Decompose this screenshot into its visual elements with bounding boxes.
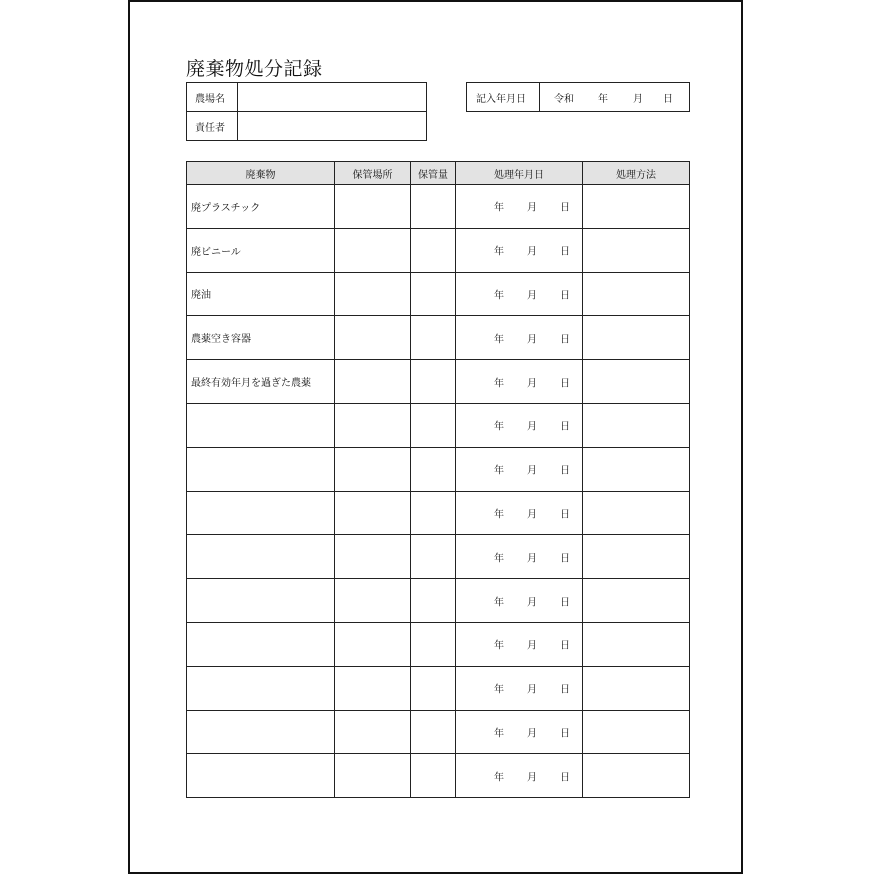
date-day-mark: 日 — [560, 465, 570, 477]
table-row — [187, 185, 690, 229]
table-row — [187, 491, 690, 535]
entry-date-table — [466, 82, 690, 112]
table-row — [187, 447, 690, 491]
date-month-mark: 月 — [527, 772, 537, 784]
date-month-mark: 月 — [527, 597, 537, 609]
date-day-mark: 日 — [560, 772, 570, 784]
table-row — [187, 228, 690, 272]
waste-cell[interactable] — [187, 491, 335, 535]
storage-amount-cell[interactable] — [411, 622, 456, 666]
date-day-mark: 日 — [560, 553, 570, 565]
disposal-method-cell[interactable] — [583, 535, 690, 579]
storage-location-cell[interactable] — [335, 579, 411, 623]
disposal-method-cell[interactable] — [583, 710, 690, 754]
disposal-date-cell[interactable] — [456, 666, 583, 710]
storage-amount-cell[interactable] — [411, 185, 456, 229]
disposal-method-cell[interactable] — [583, 185, 690, 229]
disposal-method-cell[interactable] — [583, 579, 690, 623]
date-month-mark: 月 — [527, 553, 537, 565]
entry-date-day: 日 — [663, 93, 673, 105]
date-year-mark: 年 — [494, 684, 504, 696]
storage-amount-cell[interactable] — [411, 491, 456, 535]
page-title: 廃棄物処分記録 — [186, 58, 323, 80]
disposal-method-cell[interactable] — [583, 360, 690, 404]
waste-cell[interactable] — [187, 579, 335, 623]
entry-date-era: 令和 — [554, 93, 574, 105]
table-row — [187, 535, 690, 579]
storage-location-cell[interactable] — [335, 622, 411, 666]
waste-cell[interactable]: 廃ビニール — [187, 228, 335, 272]
disposal-method-cell[interactable] — [583, 666, 690, 710]
date-day-mark: 日 — [560, 378, 570, 390]
storage-amount-cell[interactable] — [411, 316, 456, 360]
table-header-row — [187, 162, 690, 185]
table-row — [187, 579, 690, 623]
table-row — [187, 403, 690, 447]
waste-cell[interactable] — [187, 622, 335, 666]
disposal-date-cell[interactable] — [456, 403, 583, 447]
table-row — [187, 360, 690, 404]
waste-cell[interactable]: 最終有効年月を過ぎた農薬 — [187, 360, 335, 404]
date-year-mark: 年 — [494, 597, 504, 609]
entry-date-year: 年 — [598, 93, 608, 105]
date-year-mark: 年 — [494, 728, 504, 740]
date-month-mark: 月 — [527, 684, 537, 696]
table-row — [187, 666, 690, 710]
waste-cell[interactable] — [187, 447, 335, 491]
storage-location-cell[interactable] — [335, 272, 411, 316]
disposal-method-cell[interactable] — [583, 491, 690, 535]
farm-name-field[interactable] — [238, 83, 427, 112]
date-day-mark: 日 — [560, 246, 570, 258]
storage-amount-cell[interactable] — [411, 535, 456, 579]
date-day-mark: 日 — [560, 597, 570, 609]
date-month-mark: 月 — [527, 202, 537, 214]
table-row — [187, 622, 690, 666]
farm-name-label: 農場名 — [187, 83, 238, 112]
storage-amount-cell[interactable] — [411, 228, 456, 272]
entry-date-field[interactable] — [540, 83, 690, 112]
storage-amount-cell[interactable] — [411, 272, 456, 316]
storage-amount-cell[interactable] — [411, 579, 456, 623]
disposal-method-cell[interactable] — [583, 447, 690, 491]
date-year-mark: 年 — [494, 290, 504, 302]
storage-location-cell[interactable] — [335, 228, 411, 272]
date-month-mark: 月 — [527, 334, 537, 346]
disposal-method-cell[interactable] — [583, 403, 690, 447]
disposal-date-cell[interactable] — [456, 316, 583, 360]
storage-amount-cell[interactable] — [411, 666, 456, 710]
waste-cell[interactable]: 廃プラスチック — [187, 185, 335, 229]
disposal-date-cell[interactable] — [456, 579, 583, 623]
disposal-date-cell[interactable] — [456, 535, 583, 579]
storage-amount-cell[interactable] — [411, 754, 456, 798]
storage-location-cell[interactable] — [335, 535, 411, 579]
date-day-mark: 日 — [560, 728, 570, 740]
date-year-mark: 年 — [494, 509, 504, 521]
date-month-mark: 月 — [527, 378, 537, 390]
date-year-mark: 年 — [494, 465, 504, 477]
date-year-mark: 年 — [494, 553, 504, 565]
manager-field[interactable] — [238, 112, 427, 141]
waste-cell[interactable] — [187, 754, 335, 798]
disposal-date-cell[interactable] — [456, 754, 583, 798]
date-day-mark: 日 — [560, 684, 570, 696]
waste-cell[interactable] — [187, 535, 335, 579]
disposal-date-cell[interactable] — [456, 710, 583, 754]
storage-amount-cell[interactable] — [411, 447, 456, 491]
date-month-mark: 月 — [527, 246, 537, 258]
storage-amount-cell[interactable] — [411, 403, 456, 447]
header-storage-amount: 保管量 — [411, 162, 456, 185]
date-year-mark: 年 — [494, 246, 504, 258]
farm-info-table — [186, 82, 427, 141]
date-year-mark: 年 — [494, 640, 504, 652]
storage-location-cell[interactable] — [335, 403, 411, 447]
disposal-method-cell[interactable] — [583, 622, 690, 666]
storage-amount-cell[interactable] — [411, 360, 456, 404]
date-day-mark: 日 — [560, 640, 570, 652]
storage-location-cell[interactable] — [335, 710, 411, 754]
date-month-mark: 月 — [527, 290, 537, 302]
storage-location-cell[interactable] — [335, 491, 411, 535]
date-year-mark: 年 — [494, 421, 504, 433]
manager-label: 責任者 — [187, 112, 238, 141]
date-year-mark: 年 — [494, 378, 504, 390]
date-day-mark: 日 — [560, 334, 570, 346]
entry-date-month: 月 — [633, 93, 643, 105]
storage-amount-cell[interactable] — [411, 710, 456, 754]
disposal-date-cell[interactable] — [456, 185, 583, 229]
date-month-mark: 月 — [527, 465, 537, 477]
date-year-mark: 年 — [494, 334, 504, 346]
storage-location-cell[interactable] — [335, 447, 411, 491]
date-day-mark: 日 — [560, 290, 570, 302]
date-month-mark: 月 — [527, 640, 537, 652]
date-month-mark: 月 — [527, 728, 537, 740]
storage-location-cell[interactable] — [335, 316, 411, 360]
table-row — [187, 710, 690, 754]
disposal-date-cell[interactable] — [456, 360, 583, 404]
entry-date-label: 記入年月日 — [467, 83, 540, 112]
table-row — [187, 754, 690, 798]
waste-cell[interactable]: 廃油 — [187, 272, 335, 316]
disposal-method-cell[interactable] — [583, 272, 690, 316]
header-waste: 廃棄物 — [187, 162, 335, 185]
header-disposal-date: 処理年月日 — [456, 162, 583, 185]
table-row — [187, 272, 690, 316]
storage-location-cell[interactable] — [335, 185, 411, 229]
disposal-date-cell[interactable] — [456, 622, 583, 666]
waste-cell[interactable] — [187, 403, 335, 447]
disposal-date-cell[interactable] — [456, 447, 583, 491]
storage-location-cell[interactable] — [335, 666, 411, 710]
date-year-mark: 年 — [494, 202, 504, 214]
disposal-date-cell[interactable] — [456, 228, 583, 272]
date-month-mark: 月 — [527, 509, 537, 521]
disposal-method-cell[interactable] — [583, 228, 690, 272]
table-row — [187, 316, 690, 360]
header-storage-location: 保管場所 — [335, 162, 411, 185]
date-year-mark: 年 — [494, 772, 504, 784]
storage-location-cell[interactable] — [335, 754, 411, 798]
disposal-method-cell[interactable] — [583, 754, 690, 798]
header-disposal-method: 処理方法 — [583, 162, 690, 185]
waste-cell[interactable] — [187, 666, 335, 710]
date-day-mark: 日 — [560, 202, 570, 214]
date-day-mark: 日 — [560, 421, 570, 433]
date-day-mark: 日 — [560, 509, 570, 521]
waste-cell[interactable]: 農薬空き容器 — [187, 316, 335, 360]
storage-location-cell[interactable] — [335, 360, 411, 404]
disposal-date-cell[interactable] — [456, 491, 583, 535]
date-month-mark: 月 — [527, 421, 537, 433]
disposal-date-cell[interactable] — [456, 272, 583, 316]
waste-cell[interactable] — [187, 710, 335, 754]
waste-record-table — [186, 161, 690, 798]
disposal-method-cell[interactable] — [583, 316, 690, 360]
